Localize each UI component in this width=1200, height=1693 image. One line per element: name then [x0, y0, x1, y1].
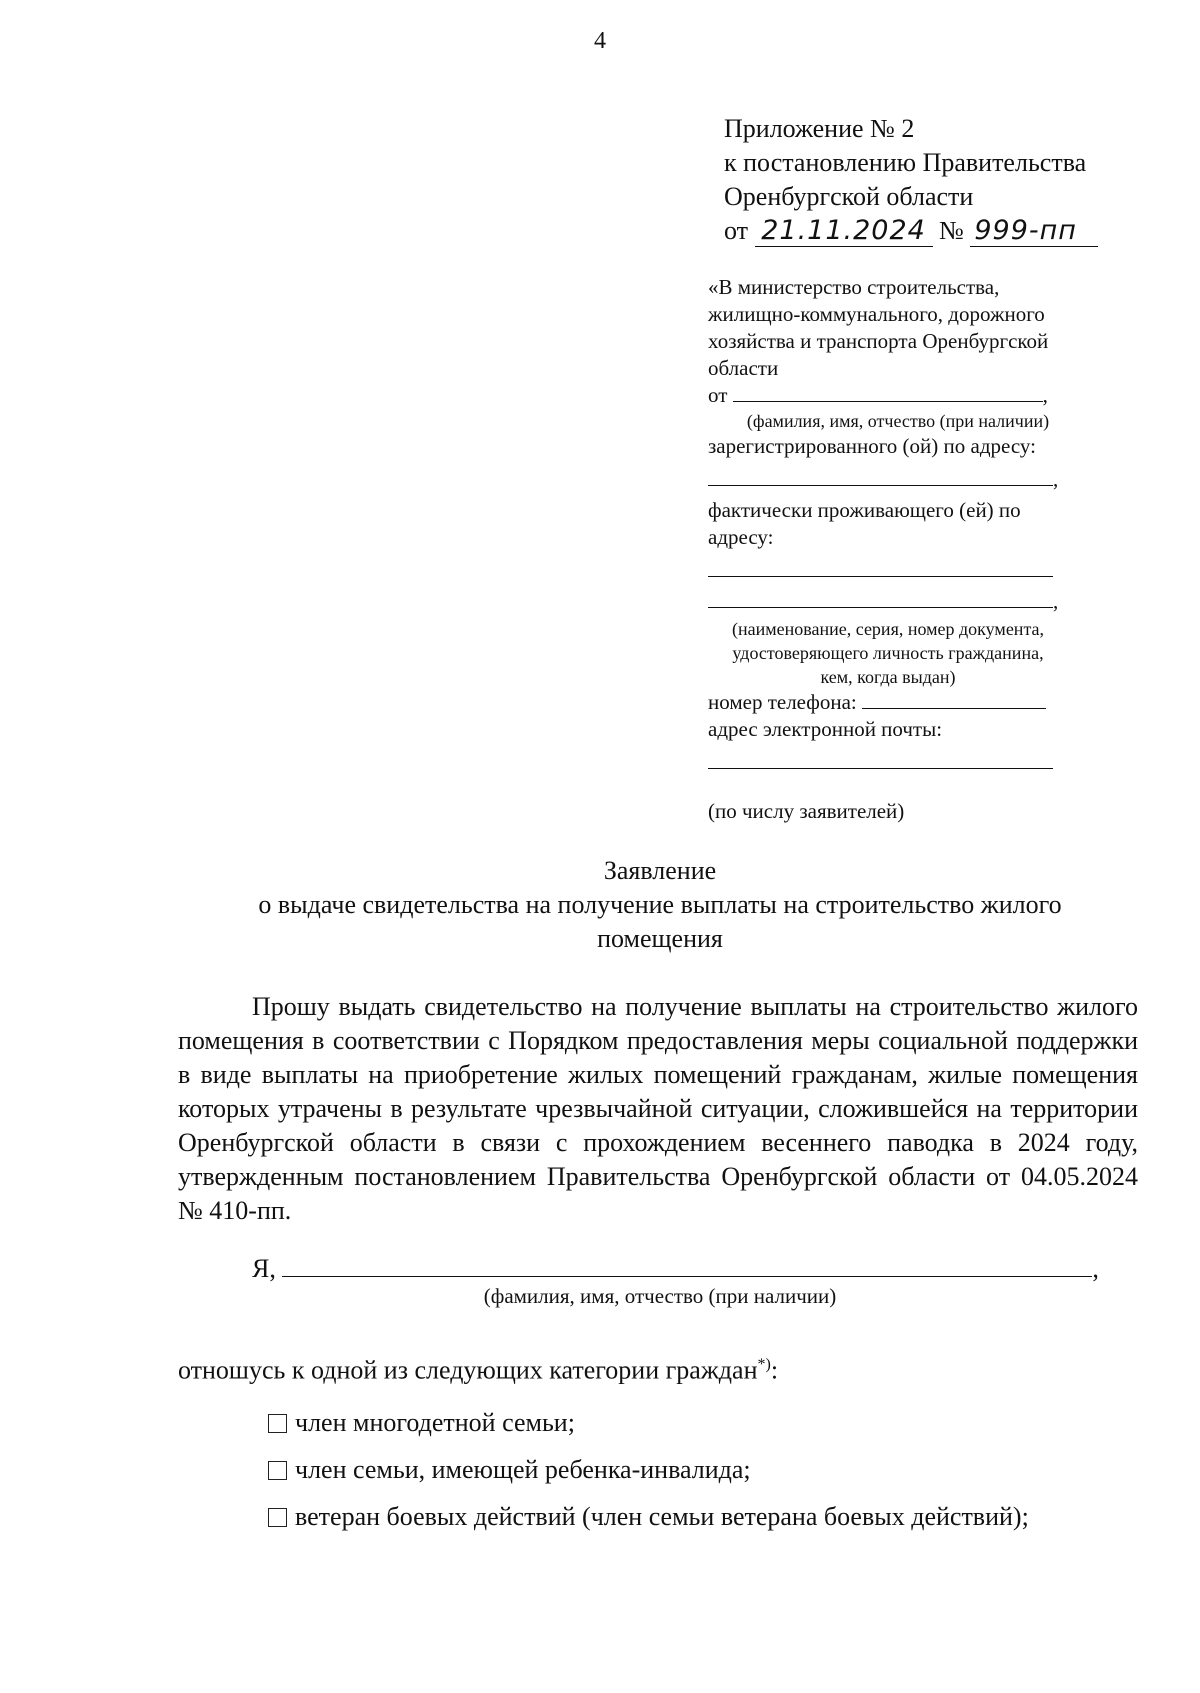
colon: : [770, 1355, 779, 1385]
category-label: член семьи, имеющей ребенка-инвалида; [295, 1455, 751, 1484]
comma: , [1042, 383, 1048, 407]
addressee-line-3: хозяйства и транспорта Оренбургской [708, 329, 1049, 353]
appendix-line-1: Приложение № 2 [724, 114, 915, 143]
registered-address-row [708, 466, 1088, 493]
comma: , [1053, 589, 1059, 613]
appendix-line-2: к постановлению Правительства [724, 148, 1087, 177]
checkbox[interactable] [268, 1414, 287, 1433]
doc-caption-1: (наименование, серия, номер документа, [731, 619, 1045, 639]
from-name-field[interactable] [733, 383, 1043, 402]
from-prefix: от [724, 216, 749, 245]
appendix-header [724, 112, 1098, 248]
phone-field[interactable] [862, 690, 1046, 709]
doc-caption-2: удостоверяющего личность гражданина, [732, 643, 1044, 663]
fio-caption: (фамилия, имя, отчество (при наличии) [746, 411, 1050, 431]
category-item [268, 1500, 1029, 1534]
actual-label-1: фактически проживающего (ей) по [708, 498, 1021, 522]
request-paragraph: Прошу выдать свидетельство на получение выплаты на строительство жилого помещения в соответствии с Порядком предоставления меры социальной поддержки в виде выплаты на приобретение жилых помещений гражданам, жилые помещения которых утрачены в результате чрезвычайной ситуации, сложившейся на территории Оренбургской области в связи с прохождением весеннего паводка в 2024 году, утвержденным постановлением Правительства Оренбургской области от 04.05.2024 № 410-пп. [178, 992, 1138, 1225]
email-row [708, 749, 1088, 776]
category-label: член многодетной семьи; [295, 1408, 575, 1437]
footnote-mark: *) [757, 1356, 771, 1373]
appendix-line-3: Оренбургской области [724, 182, 974, 211]
title-line-3: помещения [597, 924, 723, 953]
actual-address-field-1[interactable] [708, 558, 1053, 577]
applicant-name-field[interactable] [282, 1250, 1092, 1277]
title-line-2: о выдаче свидетельства на получение выплаты на строительство жилого [258, 890, 1062, 919]
applicant-name-row [252, 1250, 1099, 1286]
registered-address-field[interactable] [708, 467, 1053, 486]
actual-label-2: адресу: [708, 525, 774, 549]
categories-intro-text: отношусь к одной из следующих категории граждан [178, 1355, 758, 1385]
categories-intro [178, 1348, 778, 1388]
applicant-prefix: Я, [252, 1254, 276, 1283]
phone-row [708, 689, 1088, 716]
addressee-line-4: области [708, 356, 779, 380]
category-checklist [268, 1406, 1029, 1547]
document-title [130, 854, 1190, 956]
from-field-row [708, 382, 1088, 409]
category-item [268, 1453, 1029, 1487]
addressee-block [708, 274, 1088, 825]
applicants-note: (по числу заявителей) [708, 799, 905, 823]
comma: , [1092, 1254, 1099, 1283]
handwritten-date: 21.11.2024 [755, 216, 933, 247]
applicant-caption: (фамилия, имя, отчество (при наличии) [483, 1284, 837, 1308]
addressee-line-1: «В министерство строительства, [708, 275, 1000, 299]
appendix-date-line [724, 214, 1098, 248]
registered-label: зарегистрированного (ой) по адресу: [708, 434, 1036, 458]
checkbox[interactable] [268, 1461, 287, 1480]
title-line-1: Заявление [603, 856, 717, 885]
doc-caption-3: кем, когда выдан) [820, 667, 956, 687]
number-prefix: № [939, 216, 964, 245]
email-field[interactable] [708, 750, 1053, 769]
actual-address-row-2 [708, 588, 1088, 615]
page-number: 4 [594, 28, 606, 54]
checkbox[interactable] [268, 1508, 287, 1527]
comma: , [1053, 467, 1059, 491]
category-item [268, 1406, 1029, 1440]
category-label: ветеран боевых действий (член семьи ветерана боевых действий); [295, 1502, 1029, 1531]
phone-label: номер телефона: [708, 690, 857, 714]
handwritten-number: 999-пп [970, 216, 1098, 247]
email-label: адрес электронной почты: [708, 717, 943, 741]
actual-address-field-2[interactable] [708, 589, 1053, 608]
addressee-line-2: жилищно-коммунального, дорожного [708, 302, 1045, 326]
actual-address-row-1 [708, 557, 1088, 584]
from-label: от [708, 383, 728, 407]
